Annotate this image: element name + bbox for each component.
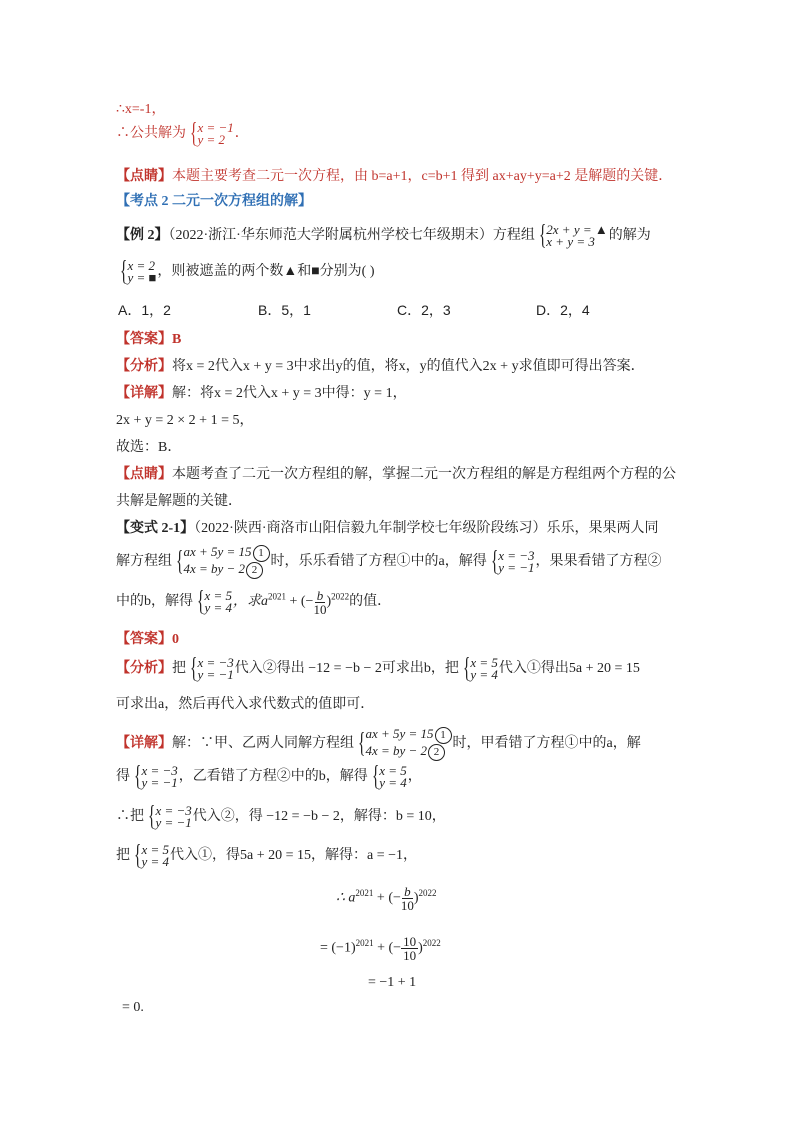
equation-2: x + y = 3 xyxy=(546,234,595,249)
variation-q1: ，求a xyxy=(233,594,268,610)
fraction-b-10: $\frac{b}{10}$ xyxy=(313,587,327,617)
example-solution-system: { x = 2 y = ■ xyxy=(120,256,157,287)
common-solution-line xyxy=(116,120,249,148)
variation-text-2: ，果果看错了方程② xyxy=(535,554,662,570)
analysis-2-line1: 【分析】把 { x = −3 y = −1 代入②得出 −12 = −b − 2可求出b，把 { x = 5 y = 4 代入①得出5a + 20 = 15 xyxy=(116,653,640,684)
detail-system: { ax + 5y = 15 1 4x = by − 2 2 xyxy=(355,727,452,761)
variation-system: { ax + 5y = 15 1 4x = by − 2 2 xyxy=(173,545,270,579)
analysis-tag: 【分析】 xyxy=(116,359,172,374)
equation-1: 2x + y = ▲ xyxy=(546,222,608,237)
example-post: 的解为 xyxy=(608,228,651,244)
variation-q4: 的值． xyxy=(349,594,392,610)
option-d: D．2，4 xyxy=(536,302,590,318)
analysis-system-1: { x = −3 y = −1 xyxy=(190,653,234,684)
solution-y: y = ■ xyxy=(127,270,157,285)
solution-y: y = 2 xyxy=(197,132,225,147)
variation-tag: 【变式 2-1】 xyxy=(116,521,195,536)
detail-2-line4: 把 { x = 5 y = 4 代入①，得5a + 20 = 15，解得：a = −1， xyxy=(116,840,418,871)
variation-mid: 时，乐乐看错了方程①中的a，解得 xyxy=(270,554,487,570)
answer-value: 0 xyxy=(172,632,179,647)
section-heading: 【考点 2 二元一次方程组的解】 xyxy=(116,194,312,209)
step-x-value: ∴x=-1， xyxy=(116,102,166,117)
exp-2021: 2021 xyxy=(268,591,286,602)
detail-tag: 【详解】 xyxy=(116,736,172,752)
remark-tag: 【点睛】 xyxy=(116,169,172,184)
calc-line-4: = 0. xyxy=(122,1000,144,1015)
example-tag: 【例 2】 xyxy=(116,228,169,244)
solution-x: x = 2 xyxy=(127,258,155,273)
variation-eq2: 4x = by − 2 2 xyxy=(183,562,269,579)
analysis-1 xyxy=(116,355,645,375)
variation-pre2: 中的b，解得 xyxy=(116,594,193,610)
variation-text: 乐乐，果果两人同 xyxy=(546,521,659,536)
variation-pre: 解方程组 xyxy=(116,554,172,570)
analysis-text: 将x = 2代入x + y = 3中求出y的值，将x，y的值代入2x + y求值即可得出答案． xyxy=(172,359,645,374)
answer-tag: 【答案】 xyxy=(116,632,172,647)
example-pre: 方程组 xyxy=(492,228,535,244)
detail-2-line3: ∴把 { x = −3 y = −1 代入②，得 −12 = −b − 2，解得：b = 10， xyxy=(116,801,446,832)
calc-line-2: = $(-1)^{2021}$ + (− $\frac{10}{10}$ )$^{2022}$ xyxy=(320,934,441,963)
variation-q3: ) xyxy=(326,594,332,610)
option-b: B．5，1 xyxy=(258,302,311,318)
solution-system: { x = −1 y = 2 xyxy=(190,118,234,149)
equation-system: { 2x + y = ▲ x + y = 3 xyxy=(538,220,608,251)
detail-2-line1: 【详解】解：∵甲、乙两人同解方程组 { ax + 5y = 15 1 4x = by − 2 2 时，甲看错了方程①中的a，解 xyxy=(116,726,641,759)
variation-source: （2022·陕西·商洛市山阳信毅九年制学校七年级阶段练习） xyxy=(194,521,547,536)
answer-value: B xyxy=(172,332,182,347)
detail-solution-3: { x = −3 y = −1 xyxy=(148,801,192,832)
answer-tag: 【答案】 xyxy=(116,332,172,347)
detail-solution-4: { x = 5 y = 4 xyxy=(134,840,169,871)
calc-line-3: = −1 + 1 xyxy=(368,975,417,990)
remark-text: 本题主要考查二元一次方程，由 b=a+1，c=b+1 得到 ax+ay+y=a+2 是解题的关键． xyxy=(172,169,673,184)
example-tail: ，则被遮盖的两个数▲和■分别为( ) xyxy=(157,264,375,280)
remark-1 xyxy=(116,165,672,185)
detail-1-calc: 2x + y = 2 × 2 + 1 = 5， xyxy=(116,413,254,428)
period: ． xyxy=(234,126,249,142)
exp-2022: 2022 xyxy=(331,591,350,602)
answer-2 xyxy=(116,628,179,648)
variation-line1 xyxy=(116,517,659,537)
calc-line-1: ∴ $a^{2021}$ + (− $\frac{b}{10}$ )$^{2022}$ xyxy=(336,884,437,913)
detail-1-choice: 故选：B． xyxy=(116,440,182,455)
option-c: C．2，3 xyxy=(397,302,451,318)
variation-solution-1: { x = −3 y = −1 xyxy=(490,546,535,577)
analysis-system-2: { x = 5 y = 4 xyxy=(462,653,498,684)
detail-solution-2: { x = 5 y = 4 xyxy=(371,761,407,792)
variation-line3 xyxy=(116,588,391,616)
solution-x: x = −1 xyxy=(197,120,234,135)
remark-tag: 【点睛】 xyxy=(116,467,172,482)
example-2-line1 xyxy=(116,222,651,250)
detail-2-line2: 得 { x = −3 y = −1 ，乙看错了方程②中的b，解得 { x = 5 y = 4 ， xyxy=(116,761,422,792)
example-source: （2022·浙江·华东师范大学附属杭州学校七年级期末） xyxy=(168,228,493,244)
option-a: A．1，2 xyxy=(118,302,171,318)
variation-q2: + (− xyxy=(286,594,314,610)
answer-1 xyxy=(116,328,181,348)
detail-solution-1: { x = −3 y = −1 xyxy=(134,761,178,792)
detail-tag: 【详解】 xyxy=(116,386,172,401)
analysis-tag: 【分析】 xyxy=(116,661,172,677)
variation-line2 xyxy=(116,545,662,579)
variation-eq1: ax + 5y = 15 1 xyxy=(183,545,269,562)
analysis-2-line2: 可求出a，然后再代入求代数式的值即可． xyxy=(116,697,375,712)
detail-text: 解：将x = 2代入x + y = 3中得：y = 1， xyxy=(172,386,407,401)
detail-1 xyxy=(116,382,407,402)
remark-text: 本题考查了二元一次方程组的解，掌握二元一次方程组的解是方程组两个方程的公 xyxy=(172,467,676,482)
variation-solution-2: { x = 5 y = 4 xyxy=(197,586,232,617)
common-solution-label: ∴公共解为 xyxy=(116,126,186,142)
remark-2-line1 xyxy=(116,463,676,483)
remark-2-line2: 共解是解题的关键． xyxy=(116,494,242,509)
example-2-line2 xyxy=(116,258,375,286)
